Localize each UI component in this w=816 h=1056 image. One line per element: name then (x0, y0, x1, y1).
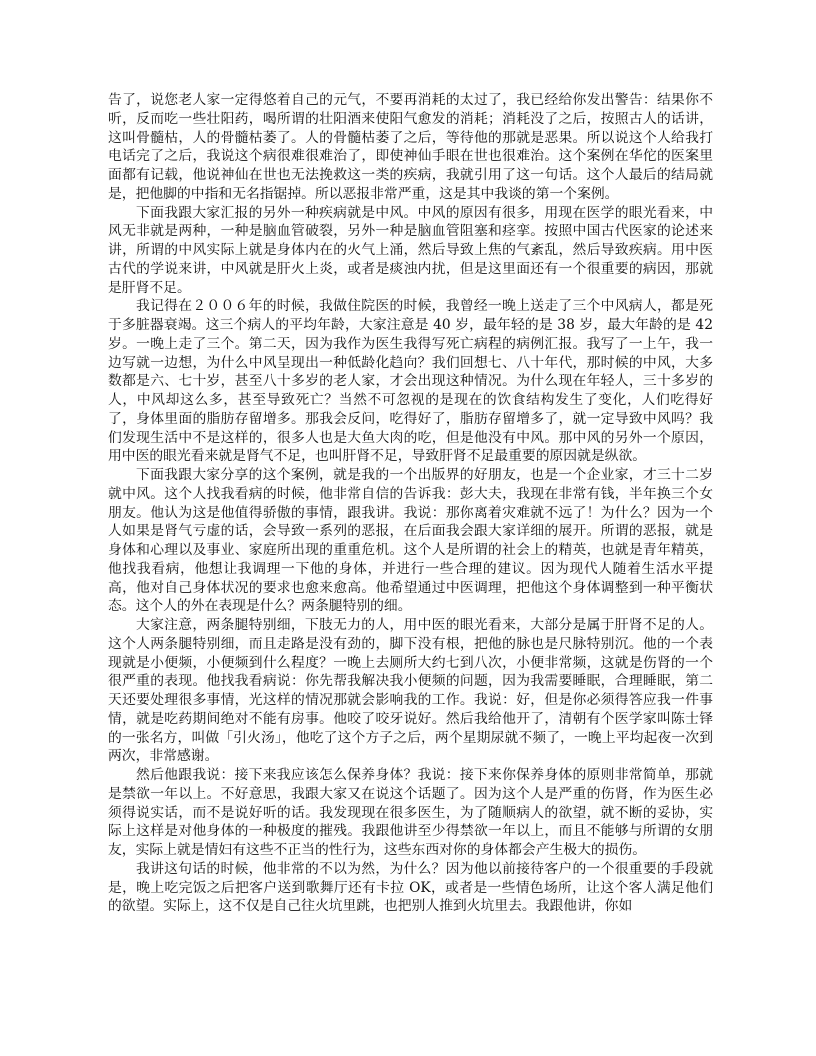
paragraph-6-advice: 然后他跟我说：接下来我应该怎么保养身体？我说：接下来你保养身体的原则非常简单，那就是禁欲一年以上。不好意思，我跟大家又在说这个话题了。因为这个人是严重的伤肾，作为医生必须得说实话，而不是说好听的话。我发现现在很多医生，为了随顺病人的欲望，就不断的妥协，实际上这样是对他身体的一种极度的摧残。我跟他讲至少得禁欲一年以上，而且不能够与所谓的女朋友，实际上就是情妇有这些不正当的性行为，这些东西对你的身体都会产生极大的损伤。 (108, 767, 713, 858)
document-page (108, 91, 713, 916)
paragraph-2-stroke: 下面我跟大家汇报的另外一种疾病就是中风。中风的原因有很多，用现在医学的眼光看来，中风无非就是两种，一种是脑血管破裂，另外一种是脑血管阻塞和痉挛。按照中国古代医家的论述来讲，所谓的中风实际上就是身体内在的火气上涌，然后导致上焦的气紊乱，然后导致疾病。用中医古代的学说来讲，中风就是肝火上炎，或者是痰浊内扰，但是这里面还有一个很重要的病因，那就是肝肾不足。 (108, 204, 713, 296)
paragraph-4-friend-case: 下面我跟大家分享的这个案例，就是我的一个出版界的好朋友，也是一个企业家，才三十二岁就中风。这个人找我看病的时候，他非常自信的告诉我：彭大夫，我现在非常有钱，半年换三个女朋友。他认为这是他值得骄傲的事情，跟我讲。我说：那你离着灾难就不远了！为什么？因为一个人如果是肾气亏虚的话，会导致一系列的恶报，在后面我会跟大家详细的展开。所谓的恶报，就是身体和心理以及事业、家庭所出现的重重危机。这个人是所谓的社会上的精英，也就是青年精英，他找我看病，他想让我调理一下他的身体，并进行一些合理的建议。因为现代人随着生活水平提高，他对自己身体状况的要求也愈来愈高。他希望通过中医调理，把他这个身体调整到一种平衡状态。这个人的外在表现是什么？两条腿特别的细。 (108, 467, 713, 615)
paragraph-1-continued: 告了，说您老人家一定得悠着自己的元气，不要再消耗的太过了，我已经给你发出警告：结果你不听，反而吃一些壮阳药，喝所谓的壮阳酒来使阳气愈发的消耗；消耗没了之后，按照古人的话讲，这叫骨髓枯，人的骨髓枯萎了。人的骨髓枯萎了之后，等待他的那就是恶果。所以说这个人给我打电话完了之后，我说这个病很难很难治了，即使神仙手眼在世也很难治。这个案例在华佗的医案里面都有记载，他说神仙在世也无法挽救这一类的疾病，我就引用了这一句话。这个人最后的结局就是，把他脚的中指和无名指锯掉。所以恶报非常严重，这是其中我谈的第一个案例。 (108, 92, 713, 202)
paragraph-5-symptoms: 大家注意，两条腿特别细，下肢无力的人，用中医的眼光看来，大部分是属于肝肾不足的人。这个人两条腿特别细，而且走路是没有劲的，脚下没有根，把他的脉也是尺脉特别沉。他的一个表现就是小便频，小便频到什么程度？一晚上去厕所大约七到八次，小便非常频，这就是伤肾的一个很严重的表现。他找我看病说：你先帮我解决我小便频的问题，因为我需要睡眠，合理睡眠，第二天还要处理很多事情，光这样的情况那就会影响我的工作。我说：好，但是你必须得答应我一件事情，就是吃药期间绝对不能有房事。他咬了咬牙说好。然后我给他开了，清朝有个医学家叫陈士铎的一张名方，叫做「引火汤」，他吃了这个方子之后，两个星期尿就不频了，一晚上平均起夜一次到两次，非常感谢。 (108, 617, 713, 765)
paragraph-3-case-2006: 我记得在２００６年的时候，我做住院医的时候，我曾经一晚上送走了三个中风病人，都是死于多脏器衰竭。这三个病人的平均年龄，大家注意是 40 岁，最年轻的是 38 岁，最大年龄的是 42 岁。一晚上走了三个。第二天，因为我作为医生我得写死亡病程的病例汇报。我写了一上午，我一边写就一边想，为什么中风呈现出一种低龄化趋向？我们回想七、八十年代，那时候的中风，大多数都是六、七十岁，甚至八十多岁的老人家，才会出现这种情况。为什么现在年轻人，三十多岁的人，中风却这么多，甚至导致死亡？当然不可忽视的是现在的饮食结构发生了变化，人们吃得好了，身体里面的脂肪存留增多。那我会反问，吃得好了，脂肪存留增多了，就一定导致中风吗？我们发现生活中不是这样的，很多人也是大鱼大肉的吃，但是他没有中风。那中风的另外一个原因，用中医的眼光看来就是肾气不足，也叫肝肾不足，导致肝肾不足最重要的原因就是纵欲。 (108, 298, 713, 465)
paragraph-7-reaction: 我讲这句话的时候，他非常的不以为然，为什么？因为他以前接待客户的一个很重要的手段就是，晚上吃完饭之后把客户送到歌舞厅还有卡拉 OK，或者是一些情色场所，让这个客人满足他们的欲望。实际上，这不仅是自己往火坑里跳，也把别人推到火坑里去。我跟他讲，你如 (108, 860, 713, 915)
